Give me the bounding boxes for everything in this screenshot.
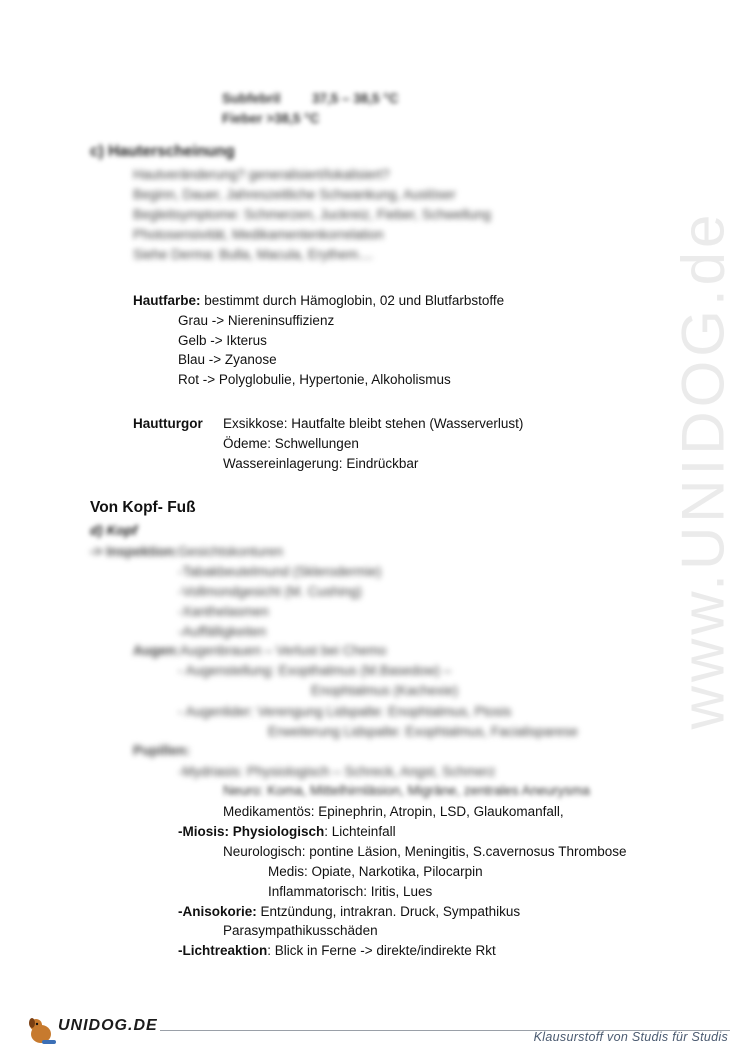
inspektion-item-3: -Xanthelasmen <box>178 604 269 619</box>
fieber-line: Fieber >38,5 °C <box>222 111 320 126</box>
inspektion-item-4: -Auffälligkeiten <box>178 624 267 639</box>
hautfarbe-text: bestimmt durch Hämoglobin, 02 und Blutfarbstoffe <box>200 293 505 308</box>
skin-line-4: Photosensivität, Medikamentenkorrelation <box>133 227 384 242</box>
lichtreaktion-text: : Blick in Ferne -> direkte/indirekte Rkt <box>267 943 496 958</box>
skin-line-3: Begleitsymptome: Schmerzen, Juckreiz, Fieber, Schwellung <box>133 207 491 222</box>
anisokorie-line <box>178 903 520 921</box>
skin-line-5: Siehe Derma: Bulla, Macula, Erythem.... <box>133 247 374 262</box>
miosis-line <box>178 823 396 841</box>
neuro-line: Neuro: Koma, Mittelhirnläsion, Migräne, zentrales Aneurysma <box>223 783 590 798</box>
footer-tagline: Klausurstoff von Studis für Studis <box>533 1030 728 1044</box>
augen-item-1: - Augenstellung: Exopthalmus (M.Basedow) – <box>178 663 452 678</box>
miosis-text: : Lichteinfall <box>324 824 396 839</box>
inspektion-first: Gesichtskonturen <box>178 544 284 559</box>
kopf-fuss-heading: Von Kopf- Fuß <box>90 499 196 516</box>
skin-line-2: Beginn, Dauer, Jahreszeitliche Schwankung, Auslöser <box>133 187 456 202</box>
augen-item-2: Enophtalmus (Kachexie) <box>311 683 459 698</box>
logo-text: UNIDOG.DE <box>58 1017 158 1034</box>
hautfarbe-line <box>133 292 504 310</box>
hautfarbe-label: Hautfarbe: <box>133 293 201 308</box>
medikamentos-line: Medikamentös: Epinephrin, Atropin, LSD, Glaukomanfall, <box>223 804 564 819</box>
augen-label: Augen: <box>133 643 180 658</box>
hautfarbe-item-grau: Grau -> Niereninsuffizienz <box>178 313 335 328</box>
pupillen-label: Pupillen: <box>133 743 190 758</box>
skin-heading: c) Hauterscheinung <box>90 143 235 160</box>
dog-icon <box>29 1018 56 1044</box>
mydriasis-line: -Mydriasis: Physiologisch – Schreck, Angst, Schmerz <box>178 764 496 779</box>
hautturgor-label: Hautturgor <box>133 416 203 431</box>
subfebril-value: 37,5 – 38,5 °C <box>312 91 399 106</box>
inspektion-item-1: -Tabakbeutelmund (Sklerodermie) <box>178 564 382 579</box>
hautturgor-item-exsikkose: Exsikkose: Hautfalte bleibt stehen (Wasserverlust) <box>223 416 524 431</box>
augen-item-4: Erweiterung Lidspalte: Exophtalmus, Facialisparese <box>268 724 578 739</box>
kopf-subheading: d) Kopf <box>90 523 138 538</box>
hautturgor-item-oedeme: Ödeme: Schwellungen <box>223 436 359 451</box>
miosis-label: -Miosis: Physiologisch <box>178 824 325 839</box>
hautfarbe-item-gelb: Gelb -> Ikterus <box>178 333 267 348</box>
lichtreaktion-line <box>178 942 496 960</box>
miosis-medis-line: Medis: Opiate, Narkotika, Pilocarpin <box>268 864 483 879</box>
miosis-inflamm-line: Inflammatorisch: Iritis, Lues <box>268 884 433 899</box>
hautfarbe-item-rot: Rot -> Polyglobulie, Hypertonie, Alkoholismus <box>178 372 451 387</box>
lichtreaktion-label: -Lichtreaktion <box>178 943 268 958</box>
watermark-text: www.UNIDOG.de <box>669 210 737 730</box>
hautfarbe-item-blau: Blau -> Zyanose <box>178 352 277 367</box>
miosis-neuro-line: Neurologisch: pontine Läsion, Meningitis, S.cavernosus Thrombose <box>223 844 627 859</box>
augen-item-3: - Augenlider: Verengung Lidspalte: Enophtalmus, Ptosis <box>178 704 512 719</box>
augen-text: Augenbrauen – Verlust bei Chemo <box>180 643 387 658</box>
anisokorie-label: -Anisokorie: <box>178 904 257 919</box>
hautturgor-item-wasser: Wassereinlagerung: Eindrückbar <box>223 456 419 471</box>
anisokorie-text-2: Parasympathikusschäden <box>223 923 378 938</box>
subfebril-label: Subfebril <box>222 91 281 106</box>
inspektion-item-2: -Vollmondgesicht (M. Cushing) <box>178 584 362 599</box>
skin-line-1: Hautveränderung? generalisiert/lokalisiert? <box>133 167 390 182</box>
inspektion-label: -> Inspektion: <box>90 544 179 559</box>
anisokorie-text: Entzündung, intrakran. Druck, Sympathikus <box>256 904 521 919</box>
